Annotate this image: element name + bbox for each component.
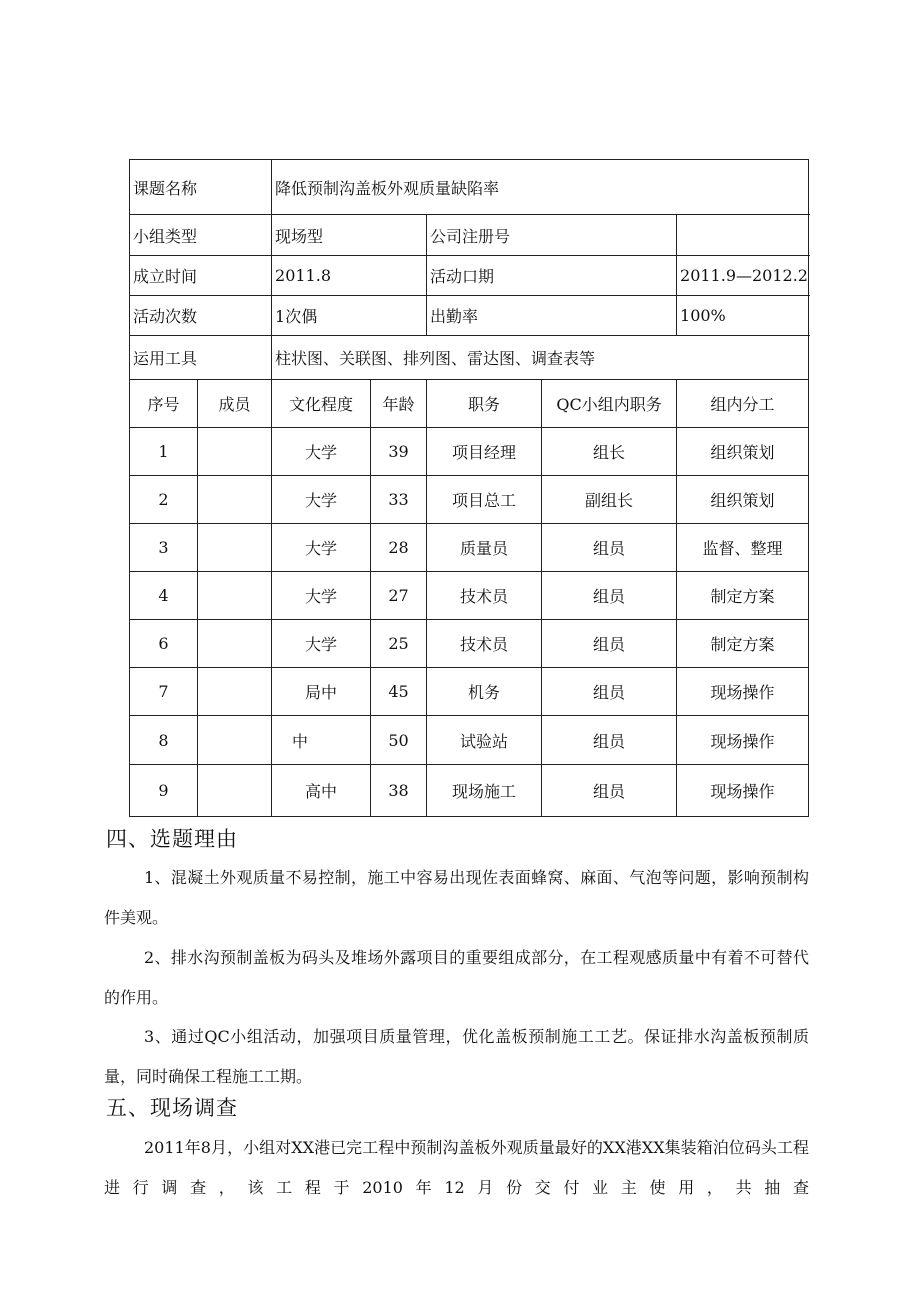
header-education: 文化程度 (272, 380, 371, 428)
cell-no: 9 (130, 765, 198, 817)
table-row (130, 716, 809, 765)
cell-duty: 现场操作 (677, 765, 809, 817)
cell-duty: 制定方案 (677, 620, 809, 668)
cell-education: 大学 (272, 572, 371, 620)
header-qc-role: QC小组内职务 (542, 380, 677, 428)
table-row (130, 428, 809, 476)
cell-qc-role: 副组长 (542, 476, 677, 524)
activity-count-label: 活动次数 (130, 296, 272, 336)
row-activity-count (130, 296, 809, 336)
cell-title: 项目总工 (427, 476, 542, 524)
cell-title: 机务 (427, 668, 542, 716)
header-member: 成员 (198, 380, 272, 428)
cell-title: 现场施工 (427, 765, 542, 817)
cell-duty: 现场操作 (677, 668, 809, 716)
cell-duty: 现场操作 (677, 716, 809, 765)
cell-qc-role: 组员 (542, 765, 677, 817)
tools-label: 运用工具 (130, 336, 272, 380)
table-row (130, 572, 809, 620)
row-tools (130, 336, 809, 380)
cell-age: 25 (371, 620, 427, 668)
reg-no-value (677, 215, 809, 256)
cell-qc-role: 组员 (542, 716, 677, 765)
cell-education: 大学 (272, 620, 371, 668)
section-5-paragraph: 2011年8月，小组对XX港已完工程中预制沟盖板外观质量最好的XX港XX集装箱泊位码头工程进行调查，该工程于2010年12月份交付业主使用，共抽查 (104, 1138, 809, 1197)
cell-no: 6 (130, 620, 198, 668)
table-row (130, 668, 809, 716)
table-row (130, 765, 809, 817)
cell-title: 质量员 (427, 524, 542, 572)
cell-duty: 监督、整理 (677, 524, 809, 572)
cell-education: 大学 (272, 428, 371, 476)
cell-qc-role: 组员 (542, 668, 677, 716)
header-duty: 组内分工 (677, 380, 809, 428)
attendance-label: 出勤率 (427, 296, 677, 336)
header-title: 职务 (427, 380, 542, 428)
section-4-paragraph-1: 1、混凝土外观质量不易控制，施工中容易出现佐表面蜂窝、麻面、气泡等问题，影响预制构件美观。 (104, 868, 809, 927)
cell-no: 8 (130, 716, 198, 765)
cell-age: 27 (371, 572, 427, 620)
cell-name (198, 716, 272, 765)
cell-duty: 制定方案 (677, 572, 809, 620)
header-age: 年龄 (371, 380, 427, 428)
activity-count-value: 1次偶 (272, 296, 427, 336)
cell-no: 1 (130, 428, 198, 476)
cell-name (198, 668, 272, 716)
cell-education: 大学 (272, 476, 371, 524)
row-project (130, 160, 809, 215)
cell-age: 33 (371, 476, 427, 524)
cell-no: 7 (130, 668, 198, 716)
attendance-value: 100% (677, 296, 809, 336)
cell-education: 中 (272, 716, 371, 765)
cell-title: 技术员 (427, 572, 542, 620)
project-label: 课题名称 (130, 160, 272, 215)
cell-qc-role: 组员 (542, 524, 677, 572)
cell-age: 50 (371, 716, 427, 765)
cell-education: 局中 (272, 668, 371, 716)
cell-no: 2 (130, 476, 198, 524)
project-value: 降低预制沟盖板外观质量缺陷率 (272, 160, 809, 215)
cell-title: 项目经理 (427, 428, 542, 476)
section-5-heading: 五、现场调查 (106, 1096, 238, 1120)
cell-title: 技术员 (427, 620, 542, 668)
founded-label: 成立时间 (130, 256, 272, 296)
member-header-row (130, 380, 809, 428)
qc-group-info-table (129, 159, 809, 817)
cell-qc-role: 组长 (542, 428, 677, 476)
group-type-value: 现场型 (272, 215, 427, 256)
header-no: 序号 (130, 380, 198, 428)
cell-age: 28 (371, 524, 427, 572)
group-type-label: 小组类型 (130, 215, 272, 256)
section-4-paragraph-2: 2、排水沟预制盖板为码头及堆场外露项目的重要组成部分，在工程观感质量中有着不可替代的作用。 (104, 948, 809, 1007)
row-group-type (130, 215, 809, 256)
cell-age: 45 (371, 668, 427, 716)
section-4-heading: 四、选题理由 (106, 827, 238, 851)
activity-date-value: 2011.9—2012.2 (677, 256, 809, 296)
reg-no-label: 公司注册号 (427, 215, 677, 256)
cell-duty: 组织策划 (677, 476, 809, 524)
table-row (130, 524, 809, 572)
cell-no: 3 (130, 524, 198, 572)
cell-title: 试验站 (427, 716, 542, 765)
cell-name (198, 524, 272, 572)
cell-name (198, 572, 272, 620)
cell-education: 高中 (272, 765, 371, 817)
cell-education: 大学 (272, 524, 371, 572)
cell-qc-role: 组员 (542, 620, 677, 668)
tools-value: 柱状图、关联图、排列图、雷达图、调查表等 (272, 336, 809, 380)
table-row (130, 620, 809, 668)
cell-age: 39 (371, 428, 427, 476)
cell-name (198, 428, 272, 476)
cell-name (198, 620, 272, 668)
cell-name (198, 765, 272, 817)
cell-age: 38 (371, 765, 427, 817)
section-4-paragraph-3: 3、通过QC小组活动，加强项目质量管理，优化盖板预制施工工艺。保证排水沟盖板预制质量，同时确保工程施工工期。 (104, 1027, 809, 1086)
cell-duty: 组织策划 (677, 428, 809, 476)
cell-no: 4 (130, 572, 198, 620)
cell-name (198, 476, 272, 524)
activity-date-label: 活动口期 (427, 256, 677, 296)
table-row (130, 476, 809, 524)
cell-qc-role: 组员 (542, 572, 677, 620)
row-founded (130, 256, 809, 296)
founded-value: 2011.8 (272, 256, 427, 296)
